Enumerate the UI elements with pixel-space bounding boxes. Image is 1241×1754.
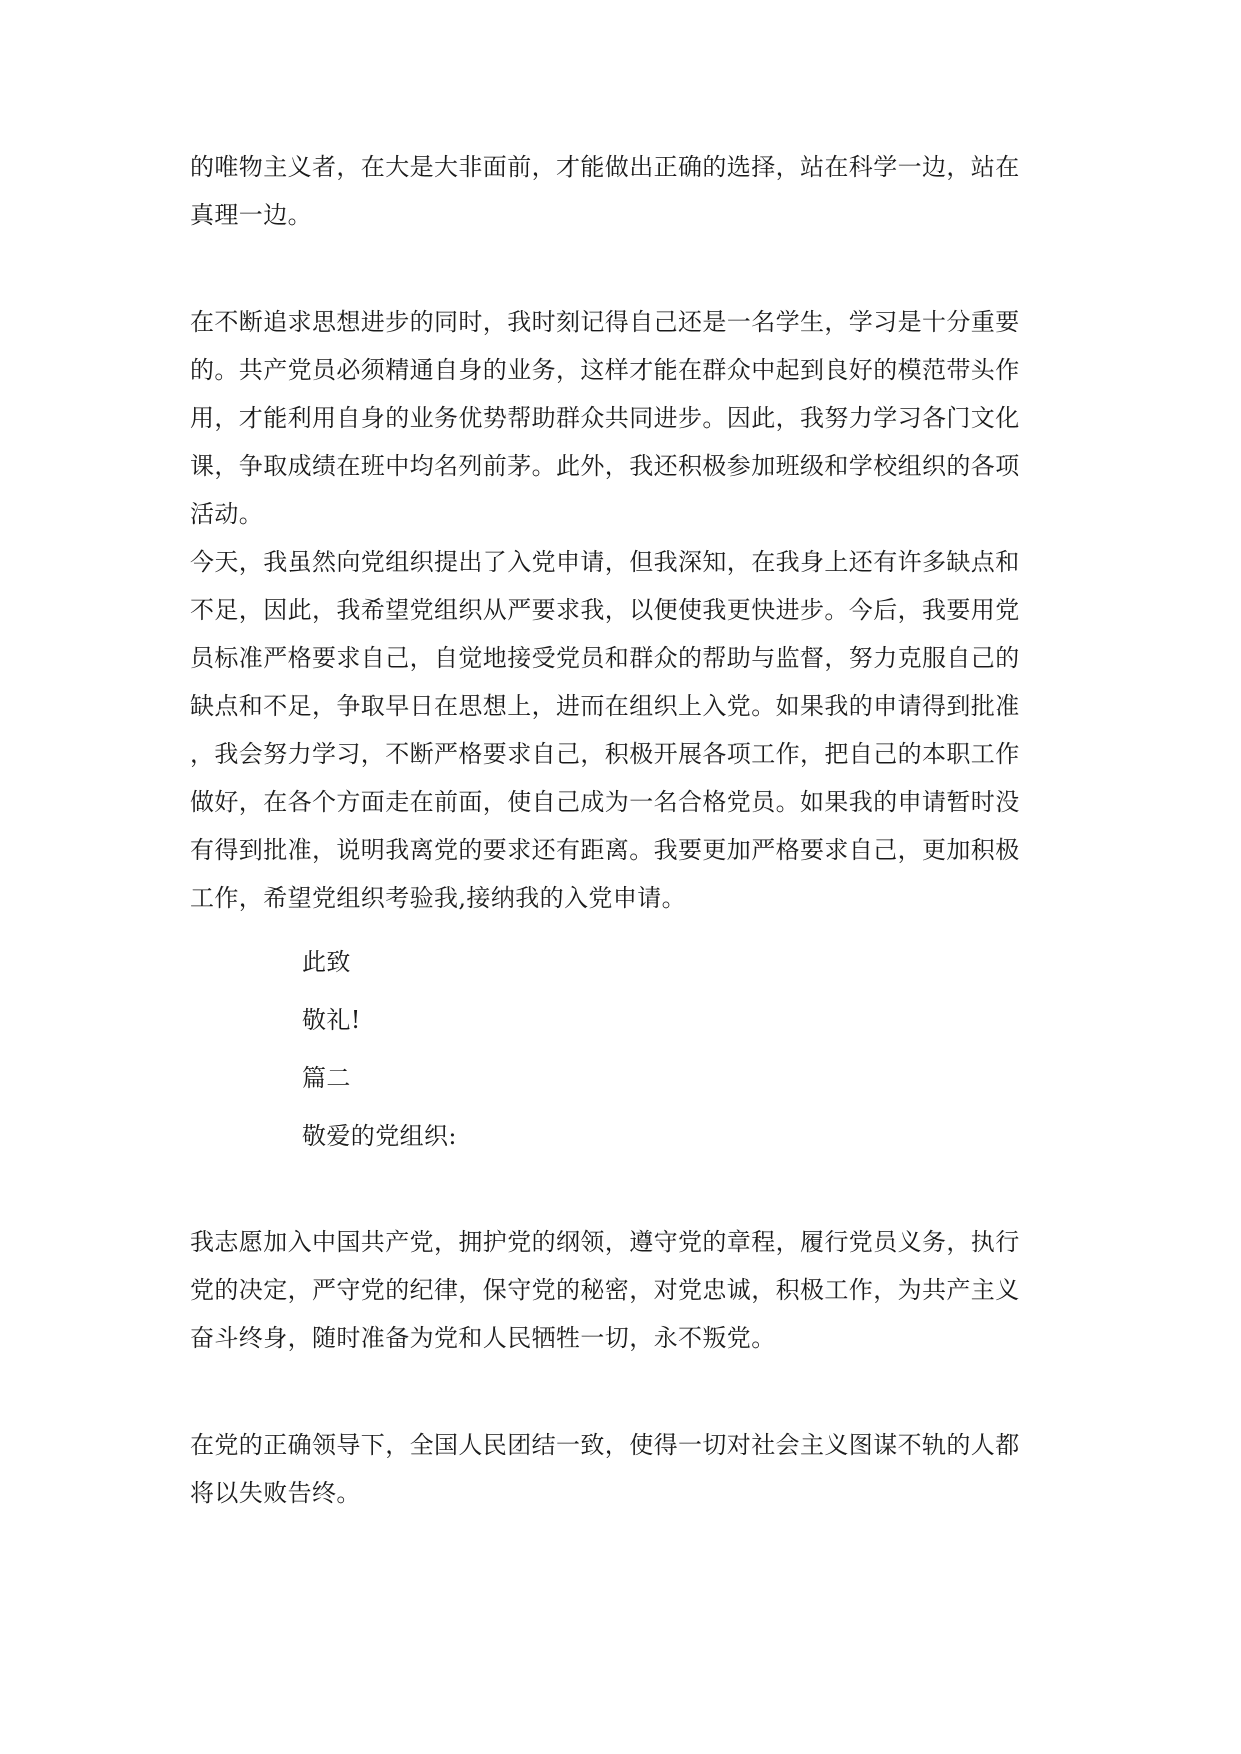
text-line: 员标准严格要求自己，自觉地接受党员和群众的帮助与监督，努力克服自己的 <box>190 644 1020 672</box>
text-line: 奋斗终身，随时准备为党和人民牺牲一切，永不叛党。 <box>190 1324 776 1352</box>
text-line: 有得到批准，说明我离党的要求还有距离。我要更加严格要求自己，更加积极 <box>190 836 1020 864</box>
text-line: 我志愿加入中国共产党，拥护党的纲领，遵守党的章程，履行党员义务，执行 <box>190 1228 1020 1256</box>
text-line: 做好，在各个方面走在前面，使自己成为一名合格党员。如果我的申请暂时没 <box>190 788 1020 816</box>
text-line: ，我会努力学习，不断严格要求自己，积极开展各项工作，把自己的本职工作 <box>190 740 1020 768</box>
section-heading: 篇二 <box>302 1064 351 1092</box>
closing-salutation: 此致 <box>302 948 351 976</box>
text-line: 用，才能利用自身的业务优势帮助群众共同进步。因此，我努力学习各门文化 <box>190 404 1020 432</box>
text-line: 不足，因此，我希望党组织从严要求我，以便使我更快进步。今后，我要用党 <box>190 596 1020 624</box>
text-line: 今天，我虽然向党组织提出了入党申请，但我深知，在我身上还有许多缺点和 <box>190 548 1020 576</box>
text-line: 工作，希望党组织考验我,接纳我的入党申请。 <box>190 884 687 912</box>
text-line: 在党的正确领导下，全国人民团结一致，使得一切对社会主义图谋不轨的人都 <box>190 1431 1020 1459</box>
text-line: 课，争取成绩在班中均名列前茅。此外，我还积极参加班级和学校组织的各项 <box>190 452 1020 480</box>
text-line: 在不断追求思想进步的同时，我时刻记得自己还是一名学生，学习是十分重要 <box>190 308 1020 336</box>
text-line: 缺点和不足，争取早日在思想上，进而在组织上入党。如果我的申请得到批准 <box>190 692 1020 720</box>
text-line: 真理一边。 <box>190 201 312 229</box>
text-line: 活动。 <box>190 500 264 528</box>
text-line: 将以失败告终。 <box>190 1479 361 1507</box>
text-line: 党的决定，严守党的纪律，保守党的秘密，对党忠诚，积极工作，为共产主义 <box>190 1276 1020 1304</box>
closing-regards: 敬礼! <box>302 1006 361 1034</box>
text-line: 的。共产党员必须精通自身的业务，这样才能在群众中起到良好的模范带头作 <box>190 356 1020 384</box>
text-line: 的唯物主义者，在大是大非面前，才能做出正确的选择，站在科学一边，站在 <box>190 153 1020 181</box>
letter-greeting: 敬爱的党组织: <box>302 1122 457 1150</box>
